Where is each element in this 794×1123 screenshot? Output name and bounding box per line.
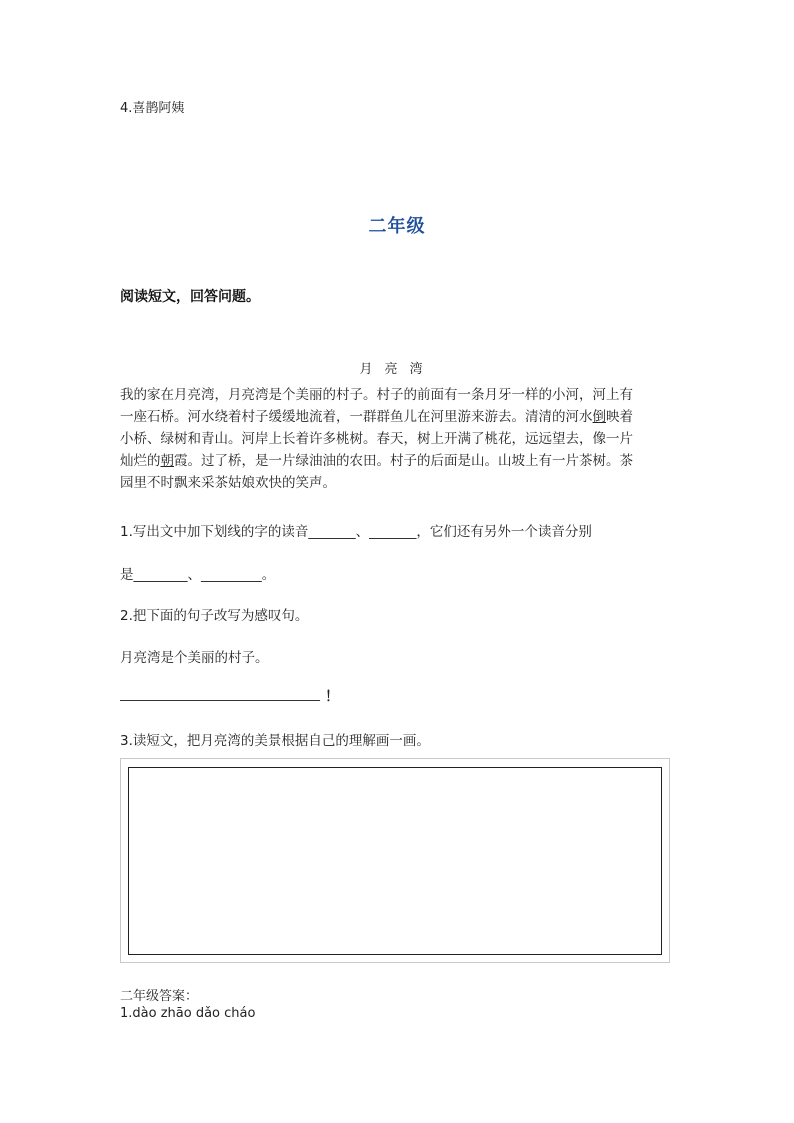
underlined-char-dao: 倒 [592, 409, 606, 425]
passage-title: 月亮湾 [359, 362, 435, 377]
item-4-label: 4.喜鹊阿姨 [120, 101, 185, 116]
passage-line: 小桥、绿树和青山。河岸上长着许多桃树。春天，树上开满了桃花，远远望去，像一片 [120, 431, 633, 447]
passage-line: 园里不时飘来采茶姑娘欢快的笑声。 [120, 475, 336, 491]
answer-blank-line [120, 700, 320, 701]
passage-line: 灿烂的朝霞。过了桥，是一片绿油油的农田。村子的后面是山。山坡上有一片茶树。茶 [120, 453, 633, 469]
reading-passage [120, 384, 675, 494]
drawing-box [128, 767, 662, 955]
question-2: 2.把下面的句子改写为感叹句。 [120, 608, 309, 624]
underlined-char-zhao: 朝 [160, 453, 174, 469]
question-2-sentence: 月亮湾是个美丽的村子。 [120, 650, 269, 666]
question-1-line-1: 1.写出文中加下划线的字的读音_______、_______，它们还有另外一个读音分别 [120, 524, 592, 540]
answer-1: 1.dào zhāo dǎo cháo [120, 1006, 256, 1021]
question-1-line-2: 是________、_________。 [120, 567, 276, 583]
exclamation-mark: ！ [325, 689, 339, 705]
grade-title: 二年级 [368, 216, 426, 237]
answer-header: 二年级答案： [120, 989, 199, 1004]
question-3: 3.读短文，把月亮湾的美景根据自己的理解画一画。 [120, 733, 430, 749]
reading-instruction: 阅读短文，回答问题。 [120, 289, 260, 305]
passage-line: 我的家在月亮湾，月亮湾是个美丽的村子。村子的前面有一条月牙一样的小河，河上有 [120, 387, 633, 403]
passage-line: 一座石桥。河水绕着村子缓缓地流着，一群群鱼儿在河里游来游去。清清的河水倒映着 [120, 409, 633, 425]
